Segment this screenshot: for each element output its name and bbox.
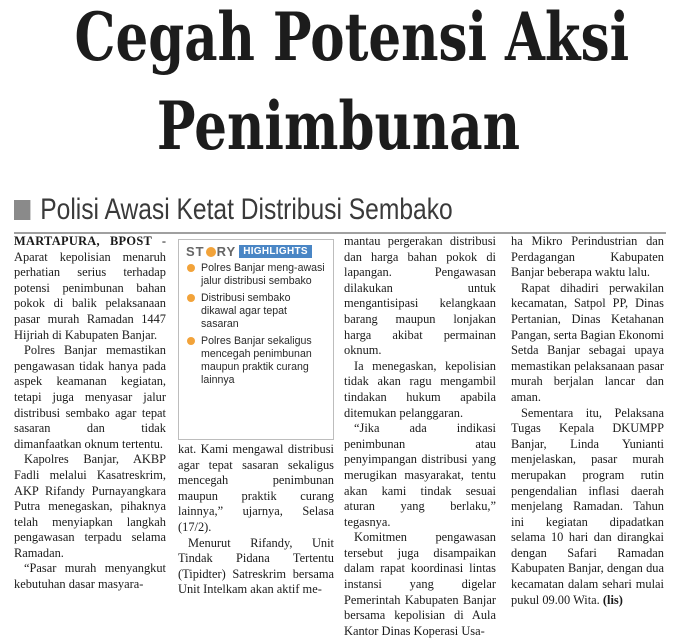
highlights-badge: HIGHLIGHTS [239, 245, 312, 258]
article-column-3 [344, 234, 496, 639]
highlight-item: Polres Banjar sekaligus mencegah penimbunan maupun praktik curang lainnya [186, 335, 326, 387]
square-bullet-icon [14, 200, 30, 220]
paragraph: Komitmen pengawasan tersebut juga disampaikan dalam rapat koordinasi lintas instansi yang digelar Pemerintah Kabupaten Banjar bersama kepolisian di Aula Kantor Dinas Koperasi Usa- [344, 530, 496, 638]
highlight-item: Distribusi sembako dikawal agar tepat sasaran [186, 292, 326, 331]
dateline: MARTAPURA, BPOST [14, 234, 153, 248]
lead-text: - Aparat kepolisian menaruh perhatian serius terhadap potensi penimbunan bahan pokok di balik pelaksanaan pasar murah Ramadan 1447 Hijriah di Kabupaten Banjar. [14, 234, 166, 342]
closing-paragraph: Sementara itu, Pelaksana Tugas Kepala DKUMPP Banjar, Linda Yunianti menjelaskan, pasar murah merupakan program rutin pengendalian inflasi daerah menjelang Ramadan. Tahun ini kegiatan dipadatkan selama 10 hari dan dirangkai dengan Safari Ramadan Kabupaten Banjar, dengan dua kecamatan dalam sehari mulai pukul 09.00 Wita. (lis) [511, 405, 664, 607]
paragraph: “Jika ada indikasi penimbunan atau penyimpangan distribusi yang merugikan masyarakat, tentu akan kami tindak sesuai aturan yang berlaku,” tegasnya. [344, 421, 496, 529]
orange-bullet-icon [187, 337, 195, 345]
highlight-item: Polres Banjar meng-awasi jalur distribusi sembako [186, 262, 326, 288]
paragraph: Ia menegaskan, kepolisian tidak akan ragu mengambil tindakan hukum apabila ditemukan pelanggaran. [344, 358, 496, 420]
story-highlights-box [178, 239, 334, 440]
story-o-dot-icon [206, 247, 216, 257]
lead-paragraph [14, 234, 166, 343]
headline-line-2: Penimbunan [156, 87, 521, 165]
orange-bullet-icon [187, 294, 195, 302]
paragraph: Kapolres Banjar, AKBP Fadli melalui Kasatreskrim, AKP Rifandy Purnayangkara Putra menegaskan, pihaknya telah menyiapkan langkah pengawasan terpadu selama Ramadan. [14, 452, 166, 560]
paragraph: Polres Banjar memastikan pengawasan tidak hanya pada aspek keamanan kegiatan, tetapi juga menyasar jalur distribusi sembako agar tepat sasaran dan tidak dimanfaatkan oknum tertentu. [14, 343, 166, 451]
orange-bullet-icon [187, 264, 195, 272]
paragraph: Rapat dihadiri perwakilan kecamatan, Satpol PP, Dinas Pertanian, Dinas Ketahanan Pangan, serta Bagian Ekonomi Setda Banjar sebagai upaya memastikan pelaksanaan pasar murah berjalan lancar dan aman. [511, 280, 664, 404]
paragraph: kat. Kami mengawal distribusi agar tepat sasaran sekaligus mencegah penimbunan maupun praktik curang lainnya,” ujarnya, Selasa (17/2). [178, 442, 334, 534]
article-column-1 [14, 234, 166, 593]
subheadline [14, 192, 453, 228]
paragraph: ha Mikro Perindustrian dan Perdagangan Kabupaten Banjar beberapa waktu lalu. [511, 234, 664, 280]
paragraph: “Pasar murah menyangkut kebutuhan dasar masyara- [14, 561, 166, 592]
paragraph: Menurut Rifandy, Unit Tindak Pidana Tertentu (Tipidter) Satreskrim bersama Unit Intelkam akan aktif me- [178, 535, 334, 597]
headline-line-1: Cegah Potensi Aksi [74, 0, 630, 76]
paragraph: mantau pergerakan distribusi dan harga bahan pokok di lapangan. Pengawasan dilakukan untuk mengantisipasi kelangkaan barang maupun lonjakan harga akibat permainan oknum. [344, 234, 496, 358]
story-logo: ST RY [186, 244, 237, 259]
article-column-2 [178, 442, 334, 598]
subheadline-text: Polisi Awasi Ketat Distribusi Sembako [40, 193, 453, 226]
highlights-list [186, 262, 326, 387]
story-highlights-header [186, 244, 326, 259]
author-signature: (lis) [602, 592, 623, 607]
article-column-4 [511, 234, 664, 608]
